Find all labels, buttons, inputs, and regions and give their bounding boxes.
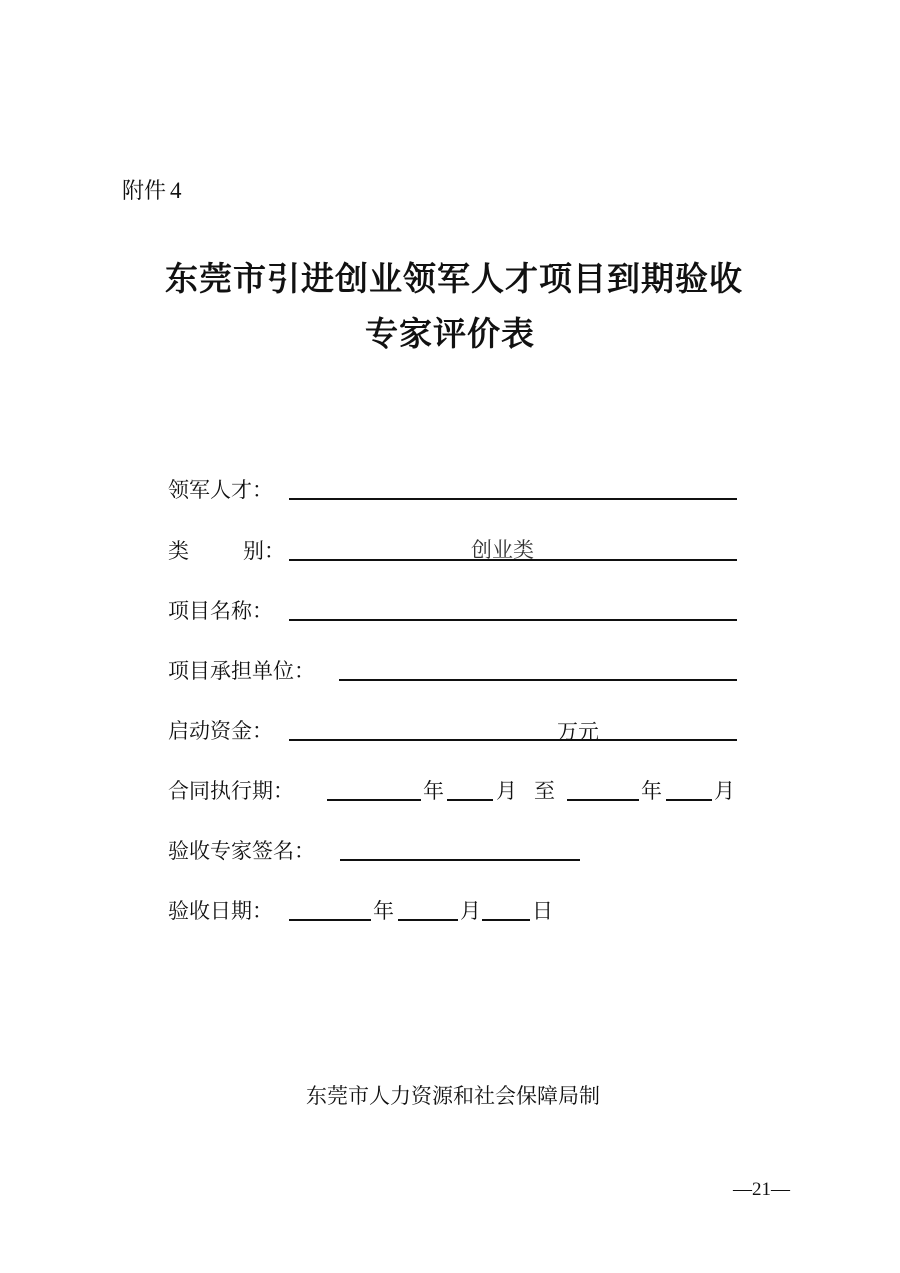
contract-start-year-unit: 年 (423, 779, 444, 803)
category-value: 创业类 (471, 538, 534, 562)
date-label: 验收日期： (168, 899, 273, 923)
date-day-unit: 日 (532, 899, 553, 923)
contract-to: 至 (534, 779, 555, 803)
talent-input-line[interactable] (289, 498, 737, 500)
funding-input-line[interactable] (289, 739, 737, 741)
date-month-unit: 月 (460, 899, 481, 923)
project-name-field (168, 595, 738, 635)
funding-unit: 万元 (557, 720, 599, 744)
attachment-text: 附件 (122, 179, 167, 204)
category-input-line[interactable] (289, 559, 737, 561)
contract-start-year-line[interactable] (327, 799, 421, 801)
page-number: —21— (733, 1179, 790, 1200)
signature-input-line[interactable] (340, 859, 580, 861)
category-label-b: 别： (243, 539, 285, 563)
date-day-line[interactable] (482, 919, 530, 921)
contract-end-year-unit: 年 (641, 779, 662, 803)
signature-field (168, 835, 588, 875)
organization-input-line[interactable] (339, 679, 737, 681)
contract-period-field (168, 775, 748, 815)
contract-end-month-line[interactable] (666, 799, 712, 801)
project-name-input-line[interactable] (289, 619, 737, 621)
issuing-authority: 东莞市人力资源和社会保障局制 (306, 1084, 600, 1108)
organization-field (168, 655, 738, 695)
date-year-unit: 年 (373, 899, 394, 923)
form-title-line1: 东莞市引进创业领军人才项目到期验收 (165, 259, 743, 298)
category-field (168, 535, 738, 575)
funding-label: 启动资金： (168, 719, 273, 743)
talent-label: 领军人才： (168, 478, 273, 502)
attachment-label (122, 174, 182, 205)
project-name-label: 项目名称： (168, 599, 273, 623)
contract-label: 合同执行期： (168, 779, 294, 803)
organization-label: 项目承担单位： (168, 659, 315, 683)
contract-end-month-unit: 月 (714, 779, 735, 803)
signature-label: 验收专家签名： (168, 839, 315, 863)
funding-field (168, 715, 738, 755)
form-title-line2: 专家评价表 (365, 314, 535, 353)
attachment-number: 4 (170, 178, 182, 203)
talent-field (168, 474, 738, 514)
date-field (168, 895, 588, 935)
date-month-line[interactable] (398, 919, 458, 921)
date-year-line[interactable] (289, 919, 371, 921)
category-label-a: 类 (168, 539, 189, 563)
contract-start-month-unit: 月 (496, 779, 517, 803)
contract-end-year-line[interactable] (567, 799, 639, 801)
contract-start-month-line[interactable] (447, 799, 493, 801)
